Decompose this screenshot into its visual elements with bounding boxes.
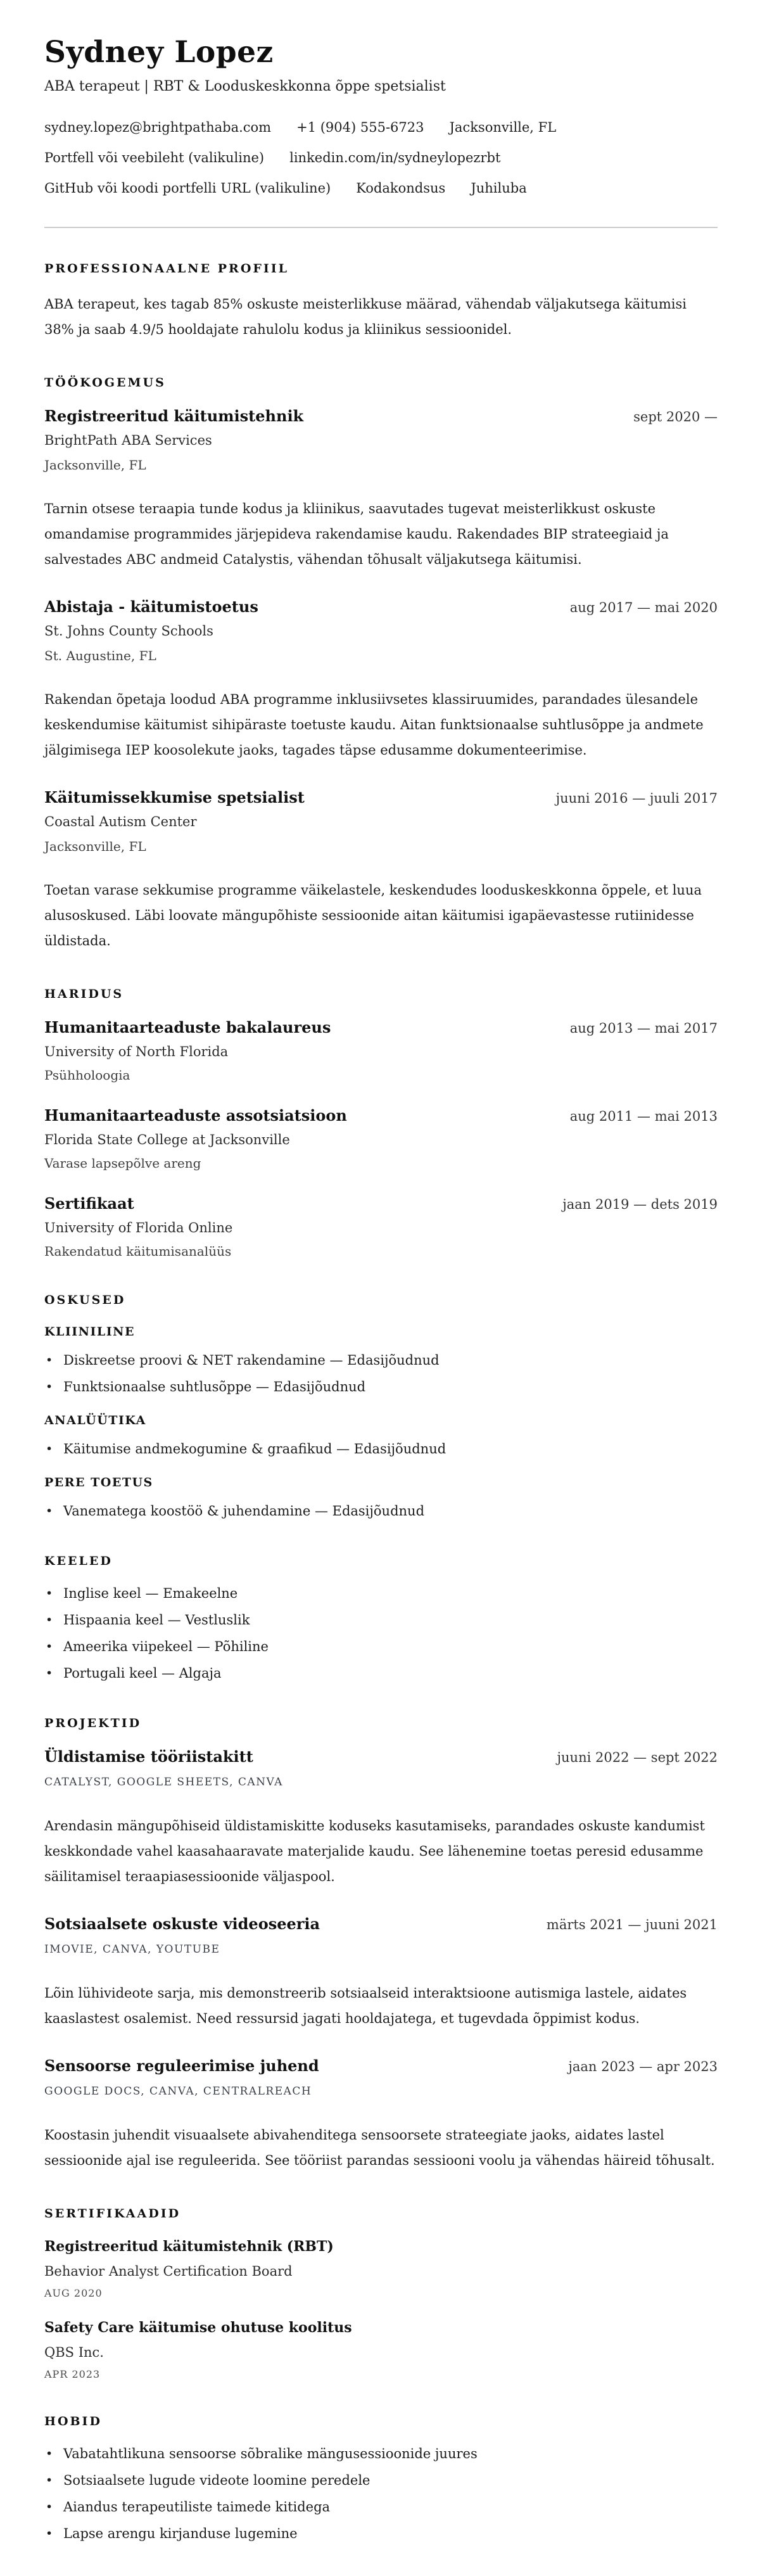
education-dates: aug 2013 — mai 2017 — [569, 1021, 718, 1036]
section-certifications — [44, 2206, 718, 2381]
job-company: BrightPath ABA Services — [44, 433, 212, 448]
education-entry — [44, 1194, 718, 1259]
hobby-item: • Lapse arengu kirjanduse lugemine — [44, 2524, 718, 2543]
job-entry — [44, 407, 718, 572]
hobby-item: • Aiandus terapeutiliste taimede kitidega — [44, 2497, 718, 2516]
job-dates: aug 2017 — mai 2020 — [569, 600, 718, 615]
project-entry — [44, 2056, 718, 2173]
skill-item: • Funktsionaalse suhtlusõppe — Edasijõudnud — [44, 1377, 718, 1396]
education-entry — [44, 1106, 718, 1171]
header-divider — [44, 227, 718, 228]
job-title: Abistaja - käitumistoetus — [44, 597, 258, 616]
education-degree: Humanitaarteaduste assotsiatsioon — [44, 1106, 347, 1125]
language-list — [44, 1584, 718, 1683]
project-header — [44, 1747, 718, 1766]
job-entry — [44, 597, 718, 763]
skill-group-clinical — [44, 1324, 718, 1396]
language-item: • Hispaania keel — Vestluslik — [44, 1610, 718, 1629]
education-entry — [44, 1018, 718, 1083]
skill-item: • Vanematega koostöö & juhendamine — Edasijõudnud — [44, 1502, 718, 1521]
job-entry — [44, 788, 718, 953]
job-header — [44, 597, 718, 616]
job-location: Jacksonville, FL — [44, 839, 146, 854]
skill-group-analytics — [44, 1413, 718, 1458]
hobby-item: • Sotsiaalsete lugude videote loomine peredele — [44, 2471, 718, 2490]
job-company: St. Johns County Schools — [44, 623, 213, 639]
hobby-list — [44, 2444, 718, 2543]
education-school: University of North Florida — [44, 1044, 229, 1059]
project-entry — [44, 1747, 718, 1889]
project-tech: IMOVIE, CANVA, YOUTUBE — [44, 1943, 220, 1956]
project-entry — [44, 1915, 718, 2031]
contact-phone: +1 (904) 555-6723 — [296, 120, 424, 135]
project-description: Koostasin juhendit visuaalsete abivahenditega sensoorsete strateegiate jaoks, aidates lastel sessioonide ajal ise reguleerida. See tööriist parandas sessiooni voolu ja vähendas häireid tõhusalt. — [44, 2127, 715, 2168]
project-header — [44, 1915, 718, 1934]
language-item: • Inglise keel — Emakeelne — [44, 1584, 718, 1603]
profile-heading: PROFESSIONAALNE PROFIIL — [44, 262, 289, 276]
education-degree: Humanitaarteaduste bakalaureus — [44, 1018, 331, 1036]
project-dates: juuni 2022 — sept 2022 — [557, 1750, 718, 1765]
languages-heading: KEELED — [44, 1554, 113, 1568]
person-name: Sydney Lopez — [44, 35, 274, 70]
skill-list — [44, 1502, 718, 1521]
certification-date: AUG 2020 — [44, 2287, 103, 2299]
project-title: Üldistamise tööriistakitt — [44, 1747, 253, 1766]
education-degree: Sertifikaat — [44, 1194, 134, 1213]
section-profile — [44, 261, 718, 342]
skill-item: • Diskreetse proovi & NET rakendamine — Edasijõudnud — [44, 1351, 718, 1370]
job-title: Käitumissekkumise spetsialist — [44, 788, 305, 807]
contact-portfolio-placeholder: Portfell või veebileht (valikuline) — [44, 150, 265, 165]
hobbies-heading: HOBID — [44, 2414, 102, 2428]
section-experience — [44, 375, 718, 953]
section-languages — [44, 1553, 718, 1683]
certification-title: Registreeritud käitumistehnik (RBT) — [44, 2238, 334, 2255]
project-dates: märts 2021 — juuni 2021 — [546, 1917, 718, 1932]
job-title: Registreeritud käitumistehnik — [44, 407, 304, 425]
contact-github-placeholder: GitHub või koodi portfelli URL (valikuline) — [44, 181, 331, 196]
project-description: Lõin lühivideote sarja, mis demonstreerib sotsiaalseid interaktsioone autismiga lastele, aidates kaaslastest osalemist. Need ressursid jagati hooldajatega, et tugevdada õppimist kodus. — [44, 1986, 687, 2026]
job-company: Coastal Autism Center — [44, 814, 197, 829]
project-header — [44, 2056, 718, 2075]
contact-email[interactable]: sydney.lopez@brightpathaba.com — [44, 120, 272, 135]
job-description: Rakendan õpetaja loodud ABA programme inklusiivsetes klassiruumides, parandades ülesandele keskendumise käitumist sihipäraste toetuste kaudu. Aitan funktsionaalse suhtlusõppe ja andmete jälgimisega IEP koosolekute jaoks, tagades täpse edusamme dokumenteerimise. — [44, 692, 704, 758]
education-field: Varase lapsepõlve areng — [44, 1156, 201, 1171]
section-skills — [44, 1292, 718, 1521]
certification-entry — [44, 2319, 718, 2381]
job-header — [44, 407, 718, 426]
contact-linkedin[interactable]: linkedin.com/in/sydneylopezrbt — [289, 150, 501, 165]
job-description: Tarnin otsese teraapia tunde kodus ja kliinikus, saavutades tugevat meisterlikkust oskuste omandamise programmides järjepideva rakendamise kaudu. Rakendades BIP strateegiaid ja salvestades ABC andmeid Catalystis, vähendan tõhusalt väljakutsega käitumisi. — [44, 501, 669, 567]
job-location: Jacksonville, FL — [44, 457, 146, 473]
resume-header — [44, 34, 718, 196]
education-header — [44, 1018, 718, 1037]
section-education — [44, 986, 718, 1259]
contact-row-1 — [44, 119, 718, 136]
project-tech: CATALYST, GOOGLE SHEETS, CANVA — [44, 1776, 283, 1789]
contact-block — [44, 119, 718, 196]
experience-heading: TÖÖKOGEMUS — [44, 376, 166, 390]
skill-group-family-support — [44, 1475, 718, 1521]
hobby-item: • Vabatahtlikuna sensoorse sõbralike mängusessioonide juures — [44, 2444, 718, 2463]
certification-issuer: QBS Inc. — [44, 2345, 104, 2360]
education-field: Rakendatud käitumisanalüüs — [44, 1244, 232, 1259]
section-hobbies — [44, 2414, 718, 2543]
contact-row-2 — [44, 150, 718, 166]
certification-issuer: Behavior Analyst Certification Board — [44, 2264, 293, 2279]
project-tech: GOOGLE DOCS, CANVA, CENTRALREACH — [44, 2085, 312, 2098]
certification-date: APR 2023 — [44, 2368, 101, 2380]
projects-heading: PROJEKTID — [44, 1716, 142, 1730]
education-header — [44, 1194, 718, 1213]
certification-entry — [44, 2238, 718, 2300]
contact-row-3 — [44, 180, 718, 196]
skill-group-name: PERE TOETUS — [44, 1476, 153, 1489]
education-header — [44, 1106, 718, 1125]
project-title: Sotsiaalsete oskuste videoseeria — [44, 1915, 320, 1933]
job-description: Toetan varase sekkumise programme väikelastele, keskendudes looduskeskkonna õppele, et luua alusoskused. Läbi loovate mängupõhiste sessioonide aitan käitumisi igapäevastesse rutiinidesse üldistada. — [44, 883, 702, 948]
skill-item: • Käitumise andmekogumine & graafikud — Edasijõudnud — [44, 1439, 718, 1458]
project-dates: jaan 2023 — apr 2023 — [568, 2059, 718, 2074]
education-school: Florida State College at Jacksonville — [44, 1132, 290, 1147]
education-heading: HARIDUS — [44, 987, 124, 1001]
job-dates: juuni 2016 — juuli 2017 — [555, 791, 718, 806]
skill-group-name: ANALÜÜTIKA — [44, 1413, 146, 1427]
education-dates: jaan 2019 — dets 2019 — [562, 1197, 718, 1212]
certification-title: Safety Care käitumise ohutuse koolitus — [44, 2319, 352, 2336]
education-dates: aug 2011 — mai 2013 — [569, 1109, 718, 1124]
section-projects — [44, 1716, 718, 2173]
job-location: St. Augustine, FL — [44, 648, 156, 663]
project-title: Sensoorse reguleerimise juhend — [44, 2056, 319, 2075]
certifications-heading: SERTIFIKAADID — [44, 2207, 181, 2221]
skills-heading: OSKUSED — [44, 1293, 126, 1307]
skill-list — [44, 1439, 718, 1458]
education-school: University of Florida Online — [44, 1220, 233, 1235]
language-item: • Ameerika viipekeel — Põhiline — [44, 1637, 718, 1656]
contact-license-label: Juhiluba — [471, 181, 527, 196]
skill-list — [44, 1351, 718, 1396]
language-item: • Portugali keel — Algaja — [44, 1664, 718, 1683]
contact-citizenship-label: Kodakondsus — [356, 181, 446, 196]
project-description: Arendasin mängupõhiseid üldistamiskitte koduseks kasutamiseks, parandades oskuste kandumist keskkondade vahel kaasahaaravate materjalide kaudu. See lähenemine toetas peresid edusamme säilitamisel teraapiasessioonide väljaspool. — [44, 1818, 705, 1884]
contact-location: Jacksonville, FL — [449, 120, 557, 135]
person-title: ABA terapeut | RBT & Looduskeskkonna õppe spetsialist — [44, 79, 446, 94]
profile-summary: ABA terapeut, kes tagab 85% oskuste meisterlikkuse määrad, vähendab väljakutsega käitumisi 38% ja saab 4.9/5 hooldajate rahulolu kodus ja kliinikus sessioonidel. — [44, 296, 687, 337]
skill-group-name: KLIINILINE — [44, 1325, 135, 1339]
job-dates: sept 2020 — — [633, 409, 718, 424]
education-field: Psühholoogia — [44, 1068, 130, 1083]
job-header — [44, 788, 718, 807]
